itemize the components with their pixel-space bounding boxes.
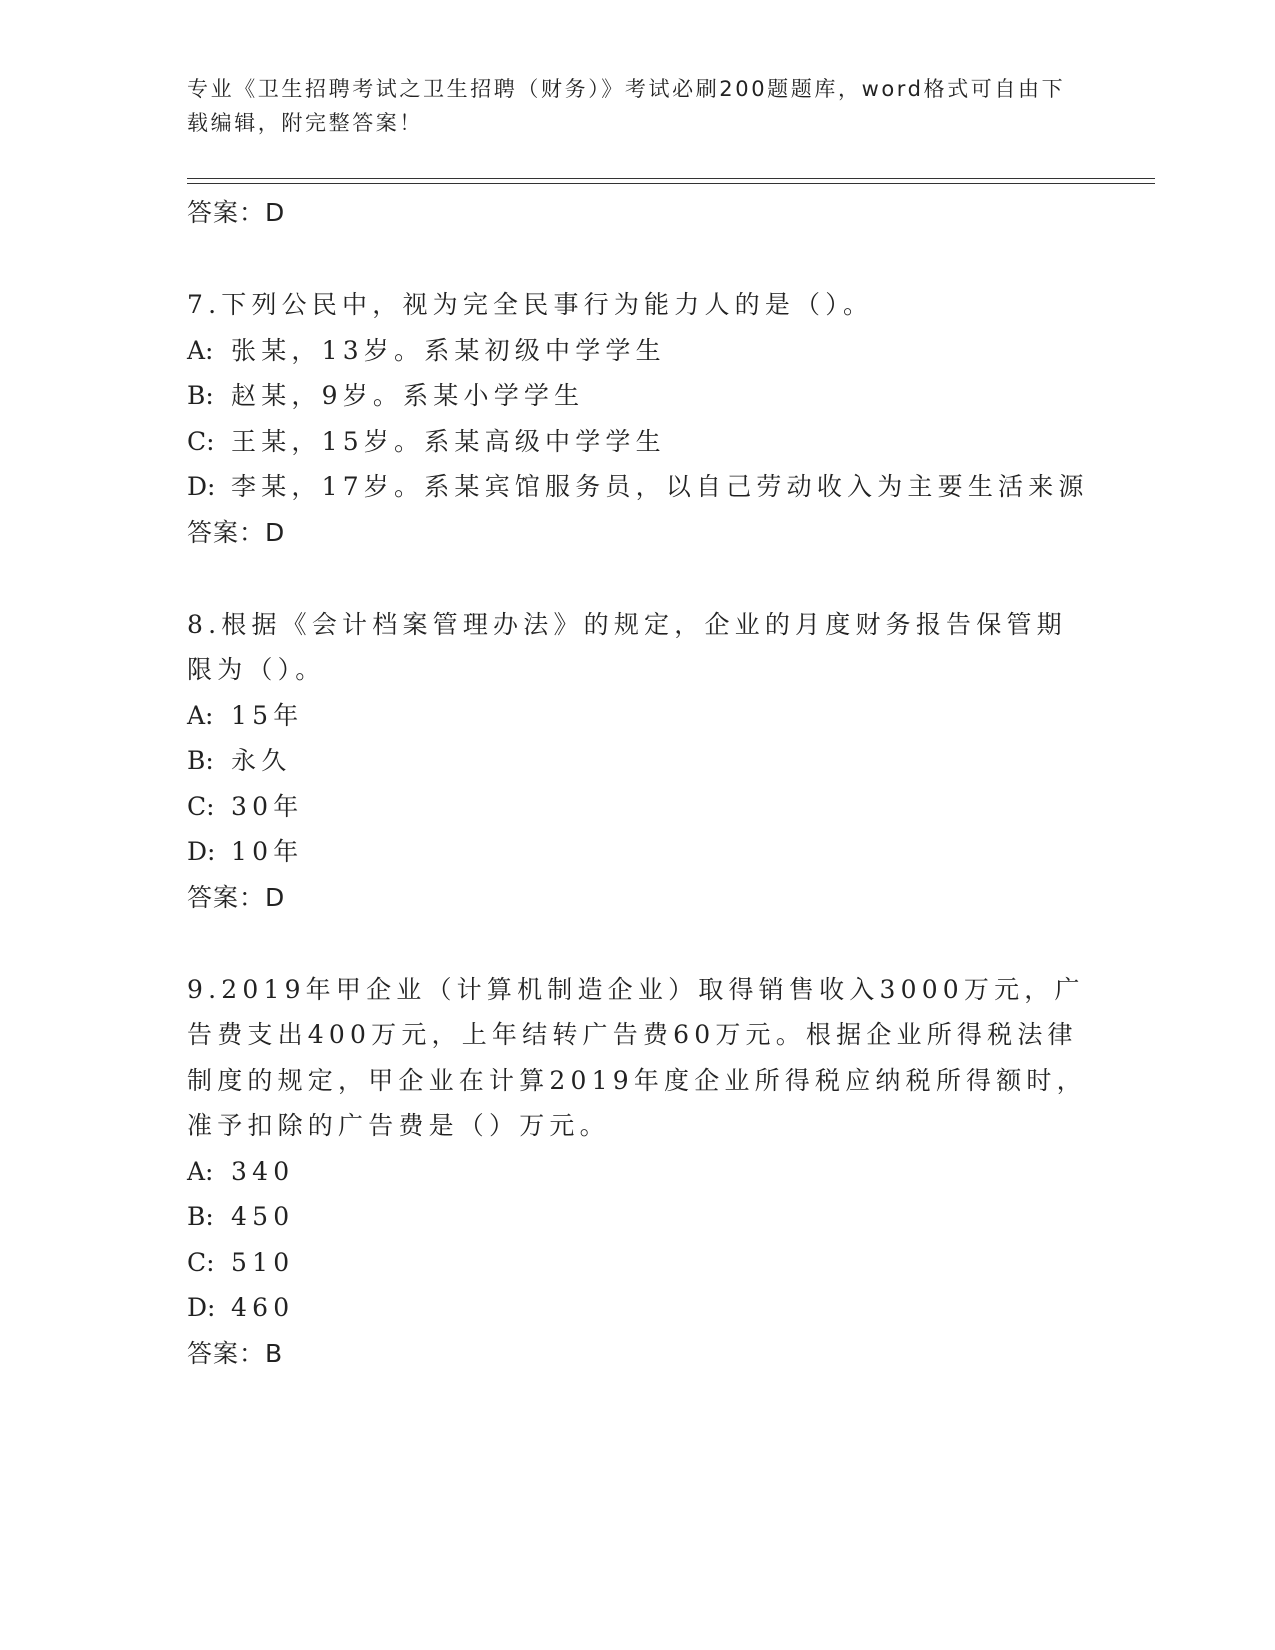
option-letter: B: bbox=[187, 1202, 214, 1231]
option-text: 510 bbox=[231, 1247, 295, 1277]
header-divider-top bbox=[187, 178, 1155, 179]
option-letter: B: bbox=[187, 381, 214, 410]
document-body bbox=[187, 190, 1087, 1376]
option-letter: D: bbox=[187, 472, 216, 501]
option-letter: A: bbox=[187, 1156, 214, 1186]
option-b bbox=[187, 1194, 1087, 1240]
page-header bbox=[187, 72, 1067, 140]
option-letter: A: bbox=[187, 335, 214, 365]
option-text: 李某，17岁。系某宾馆服务员，以自己劳动收入为主要生活来源 bbox=[231, 472, 1089, 501]
option-a bbox=[187, 328, 1087, 374]
answer: 答案：D bbox=[187, 517, 286, 547]
option-letter: D: bbox=[187, 837, 216, 866]
answer: 答案：D bbox=[187, 882, 286, 912]
option-text: 王某，15岁。系某高级中学学生 bbox=[231, 426, 666, 456]
option-c bbox=[187, 784, 1087, 830]
option-b bbox=[187, 373, 1087, 419]
option-d bbox=[187, 1285, 1087, 1331]
previous-answer: 答案：D bbox=[187, 198, 286, 227]
option-letter: A: bbox=[187, 700, 214, 730]
option-d bbox=[187, 464, 1087, 510]
question-7 bbox=[187, 282, 1087, 555]
option-d bbox=[187, 829, 1087, 875]
header-divider-bottom bbox=[187, 183, 1155, 184]
option-text: 450 bbox=[231, 1202, 295, 1231]
option-letter: C: bbox=[187, 791, 215, 821]
option-text: 15年 bbox=[231, 700, 304, 730]
option-a bbox=[187, 693, 1087, 739]
header-text: 专业《卫生招聘考试之卫生招聘（财务）》考试必刷200题题库，word格式可自由下载编辑，附完整答案！ bbox=[187, 77, 1066, 135]
question-9 bbox=[187, 967, 1087, 1376]
option-letter: C: bbox=[187, 1247, 215, 1277]
option-text: 10年 bbox=[231, 837, 304, 866]
question-stem: 9.2019年甲企业（计算机制造企业）取得销售收入3000万元，广告费支出400万元，上年结转广告费60万元。根据企业所得税法律制度的规定，甲企业在计算2019年度企业所得税应纳税所得额时，准予扣除的广告费是（）万元。 bbox=[187, 974, 1087, 1140]
option-c bbox=[187, 1240, 1087, 1286]
option-text: 张某，13岁。系某初级中学学生 bbox=[231, 335, 666, 365]
option-text: 460 bbox=[231, 1293, 295, 1322]
option-c bbox=[187, 419, 1087, 465]
question-stem: 8.根据《会计档案管理办法》的规定，企业的月度财务报告保管期限为（）。 bbox=[187, 609, 1067, 684]
option-text: 永久 bbox=[231, 746, 292, 775]
answer: 答案：B bbox=[187, 1338, 284, 1368]
question-8 bbox=[187, 602, 1087, 920]
option-text: 赵某，9岁。系某小学学生 bbox=[231, 381, 585, 410]
option-a bbox=[187, 1149, 1087, 1195]
option-letter: B: bbox=[187, 746, 214, 775]
option-text: 340 bbox=[231, 1156, 295, 1186]
option-b bbox=[187, 738, 1087, 784]
option-letter: C: bbox=[187, 426, 215, 456]
option-text: 30年 bbox=[231, 791, 304, 821]
question-stem: 7.下列公民中，视为完全民事行为能力人的是（）。 bbox=[187, 290, 874, 319]
option-letter: D: bbox=[187, 1293, 216, 1322]
